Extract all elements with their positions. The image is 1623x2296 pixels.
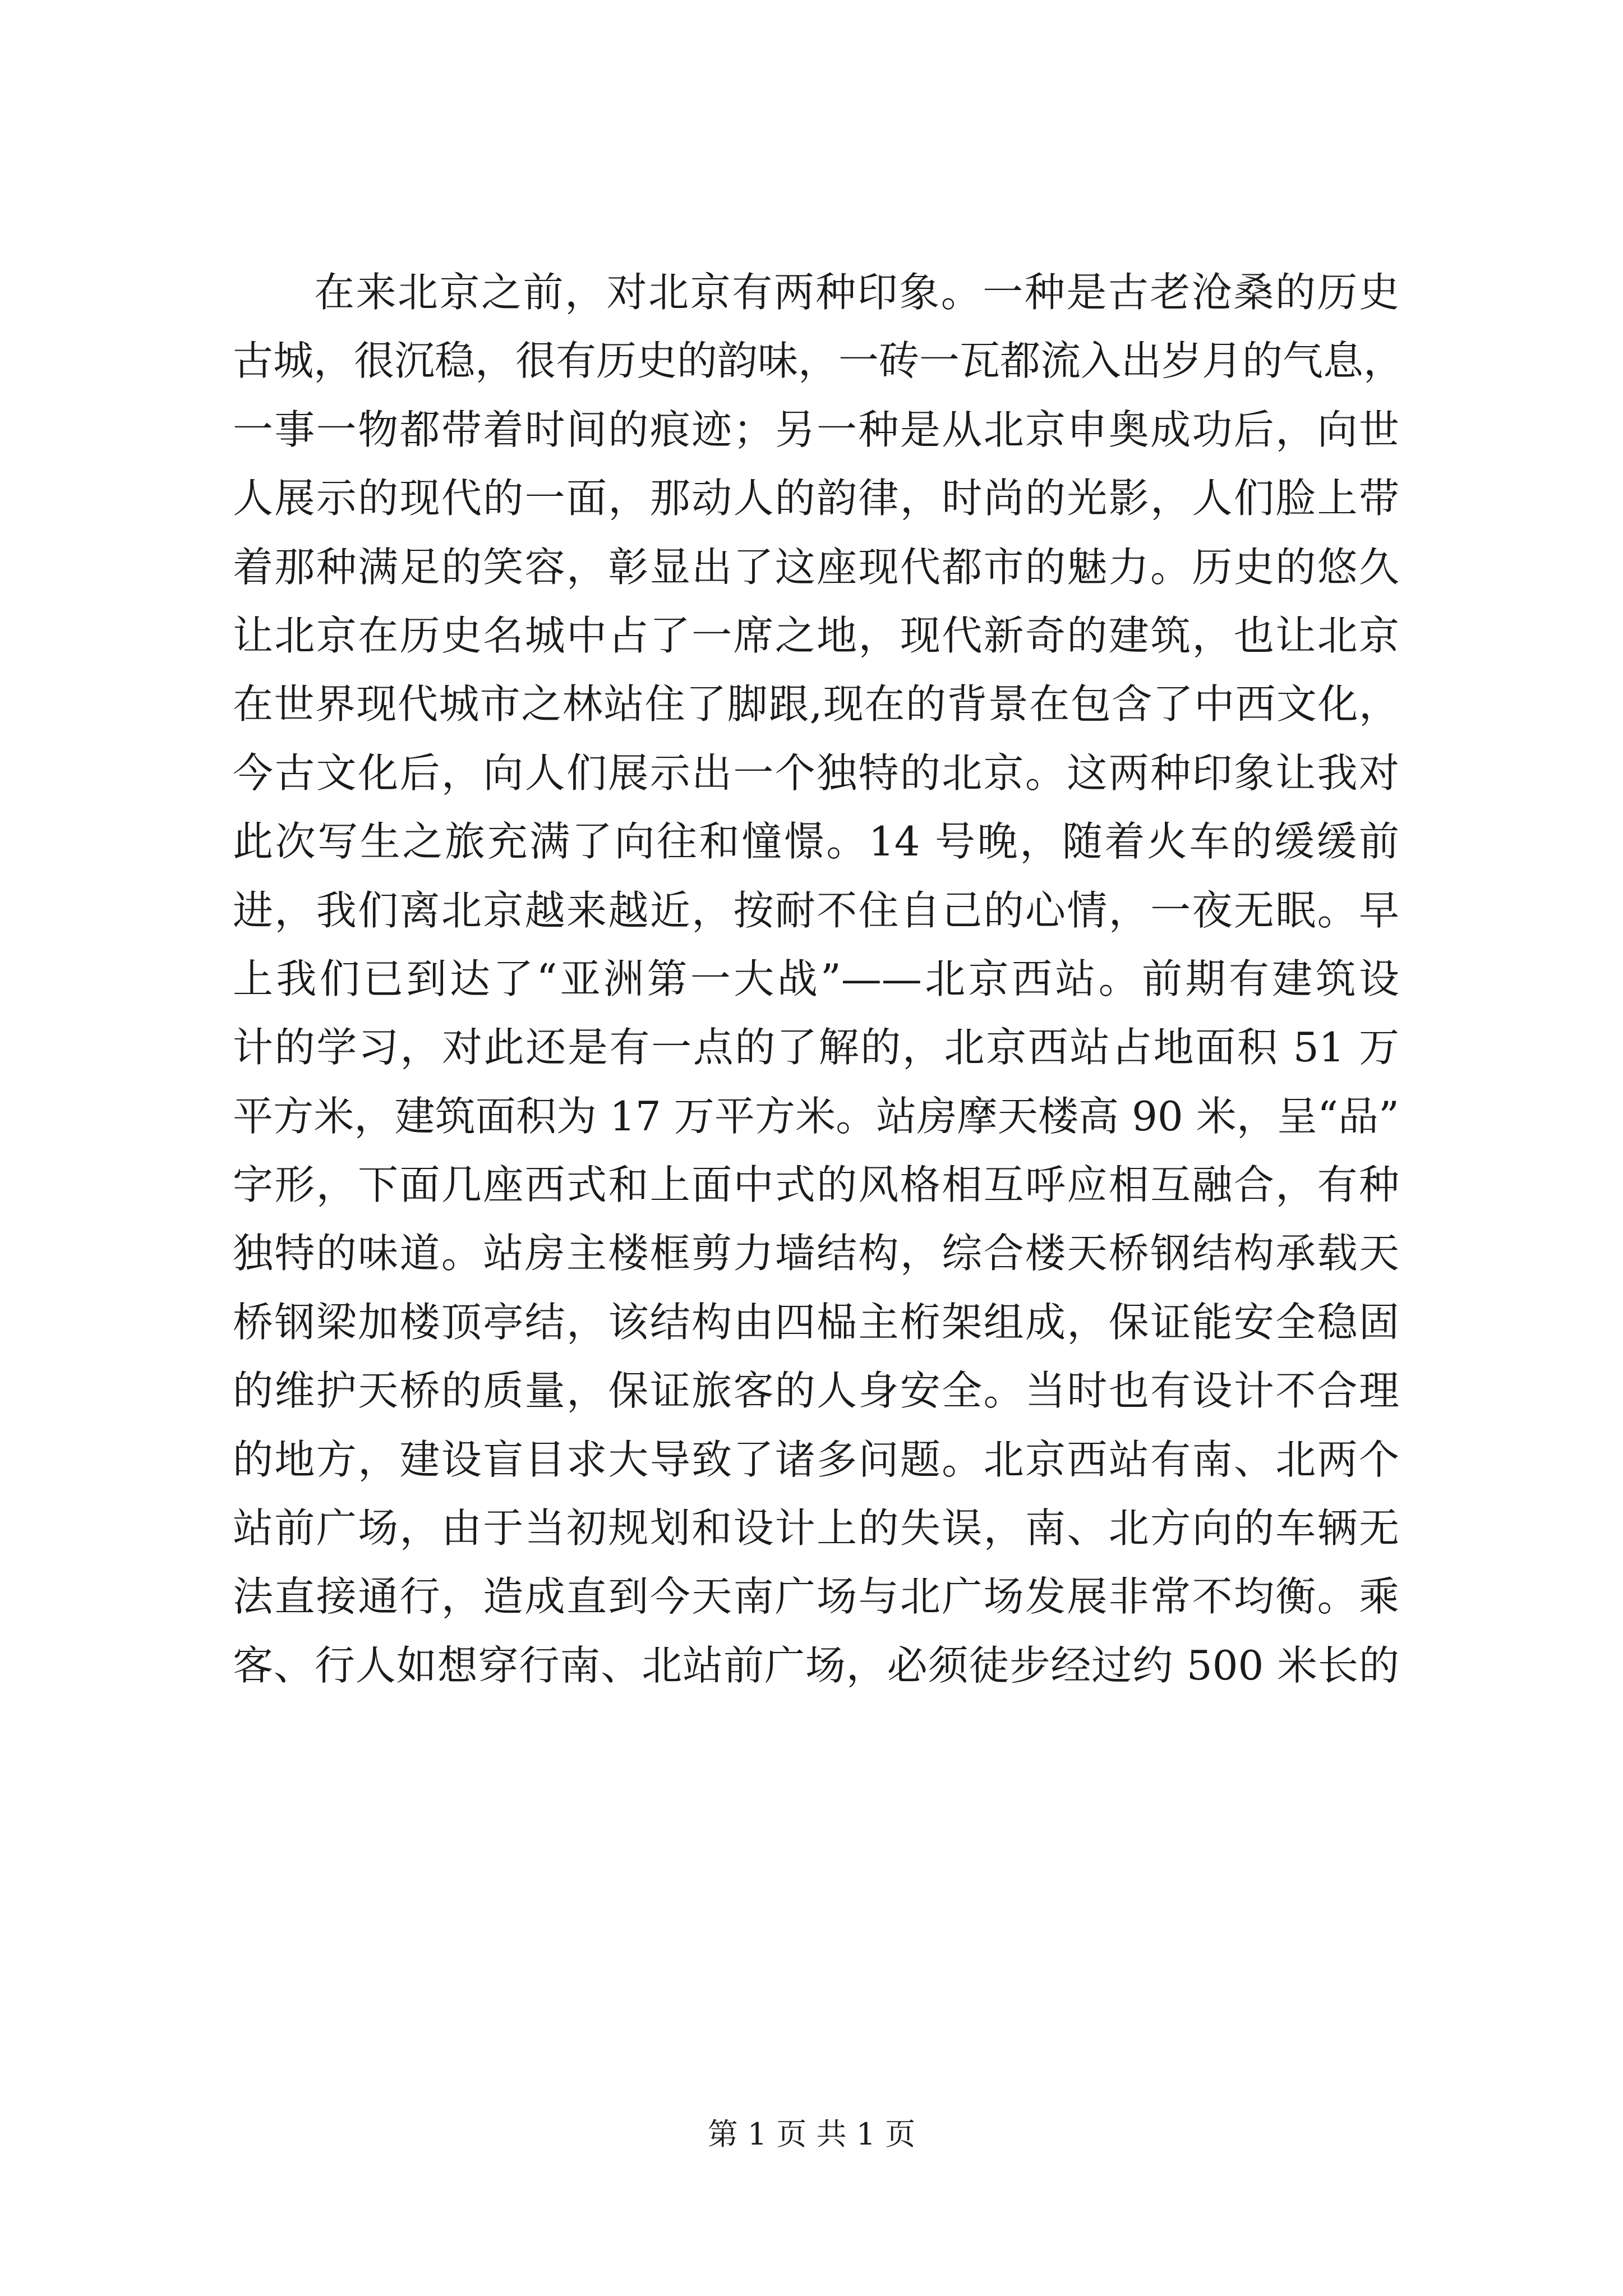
text-line: 人展示的现代的一面，那动人的韵律，时尚的光影，人们脸上带 [233, 475, 1399, 522]
text-line: 计的学习，对此还是有一点的了解的，北京西站占地面积 51 万 [233, 1024, 1399, 1071]
text-line: 一事一物都带着时间的痕迹；另一种是从北京申奥成功后，向世 [233, 406, 1399, 453]
text-line: 此次写生之旅充满了向往和憧憬。14 号晚，随着火车的缓缓前 [233, 818, 1399, 866]
text-line: 进，我们离北京越来越近，按耐不住自己的心情，一夜无眠。早 [233, 886, 1399, 934]
text-line: 桥钢梁加楼顶亭结，该结构由四榀主桁架组成，保证能安全稳固 [233, 1298, 1399, 1346]
text-line: 字形，下面几座西式和上面中式的风格相互呼应相互融合，有种 [233, 1161, 1399, 1209]
text-line: 平方米，建筑面积为 17 万平方米。站房摩天楼高 90 米，呈“品” [233, 1092, 1399, 1140]
text-line: 让北京在历史名城中占了一席之地，现代新奇的建筑，也让北京 [233, 611, 1399, 659]
text-line: 今古文化后，向人们展示出一个独特的北京。这两种印象让我对 [233, 749, 1399, 797]
text-line: 客、行人如想穿行南、北站前广场，必须徒步经过约 500 米长的 [233, 1641, 1399, 1689]
text-line: 在来北京之前，对北京有两种印象。一种是古老沧桑的历史 [314, 269, 1399, 316]
text-line: 的地方，建设盲目求大导致了诸多问题。北京西站有南、北两个 [233, 1435, 1399, 1483]
text-line: 法直接通行，造成直到今天南广场与北广场发展非常不均衡。乘 [233, 1573, 1399, 1621]
page-number: 第 1 页 共 1 页 [707, 2116, 916, 2152]
text-line: 在世界现代城市之林站住了脚跟,现在的背景在包含了中西文化， [233, 680, 1399, 728]
page-footer [0, 2115, 1623, 2154]
body-paragraph [233, 258, 1404, 1700]
text-line: 上我们已到达了“亚洲第一大战”——北京西站。前期有建筑设 [233, 955, 1399, 1002]
text-line: 古城，很沉稳，很有历史的韵味，一砖一瓦都流入出岁月的气息， [233, 337, 1404, 385]
text-line: 独特的味道。站房主楼框剪力墙结构，综合楼天桥钢结构承载天 [233, 1230, 1399, 1277]
text-line: 着那种满足的笑容，彰显出了这座现代都市的魅力。历史的悠久 [233, 543, 1399, 591]
text-line: 的维护天桥的质量，保证旅客的人身安全。当时也有设计不合理 [233, 1367, 1399, 1415]
text-line: 站前广场，由于当初规划和设计上的失误，南、北方向的车辆无 [233, 1504, 1399, 1552]
